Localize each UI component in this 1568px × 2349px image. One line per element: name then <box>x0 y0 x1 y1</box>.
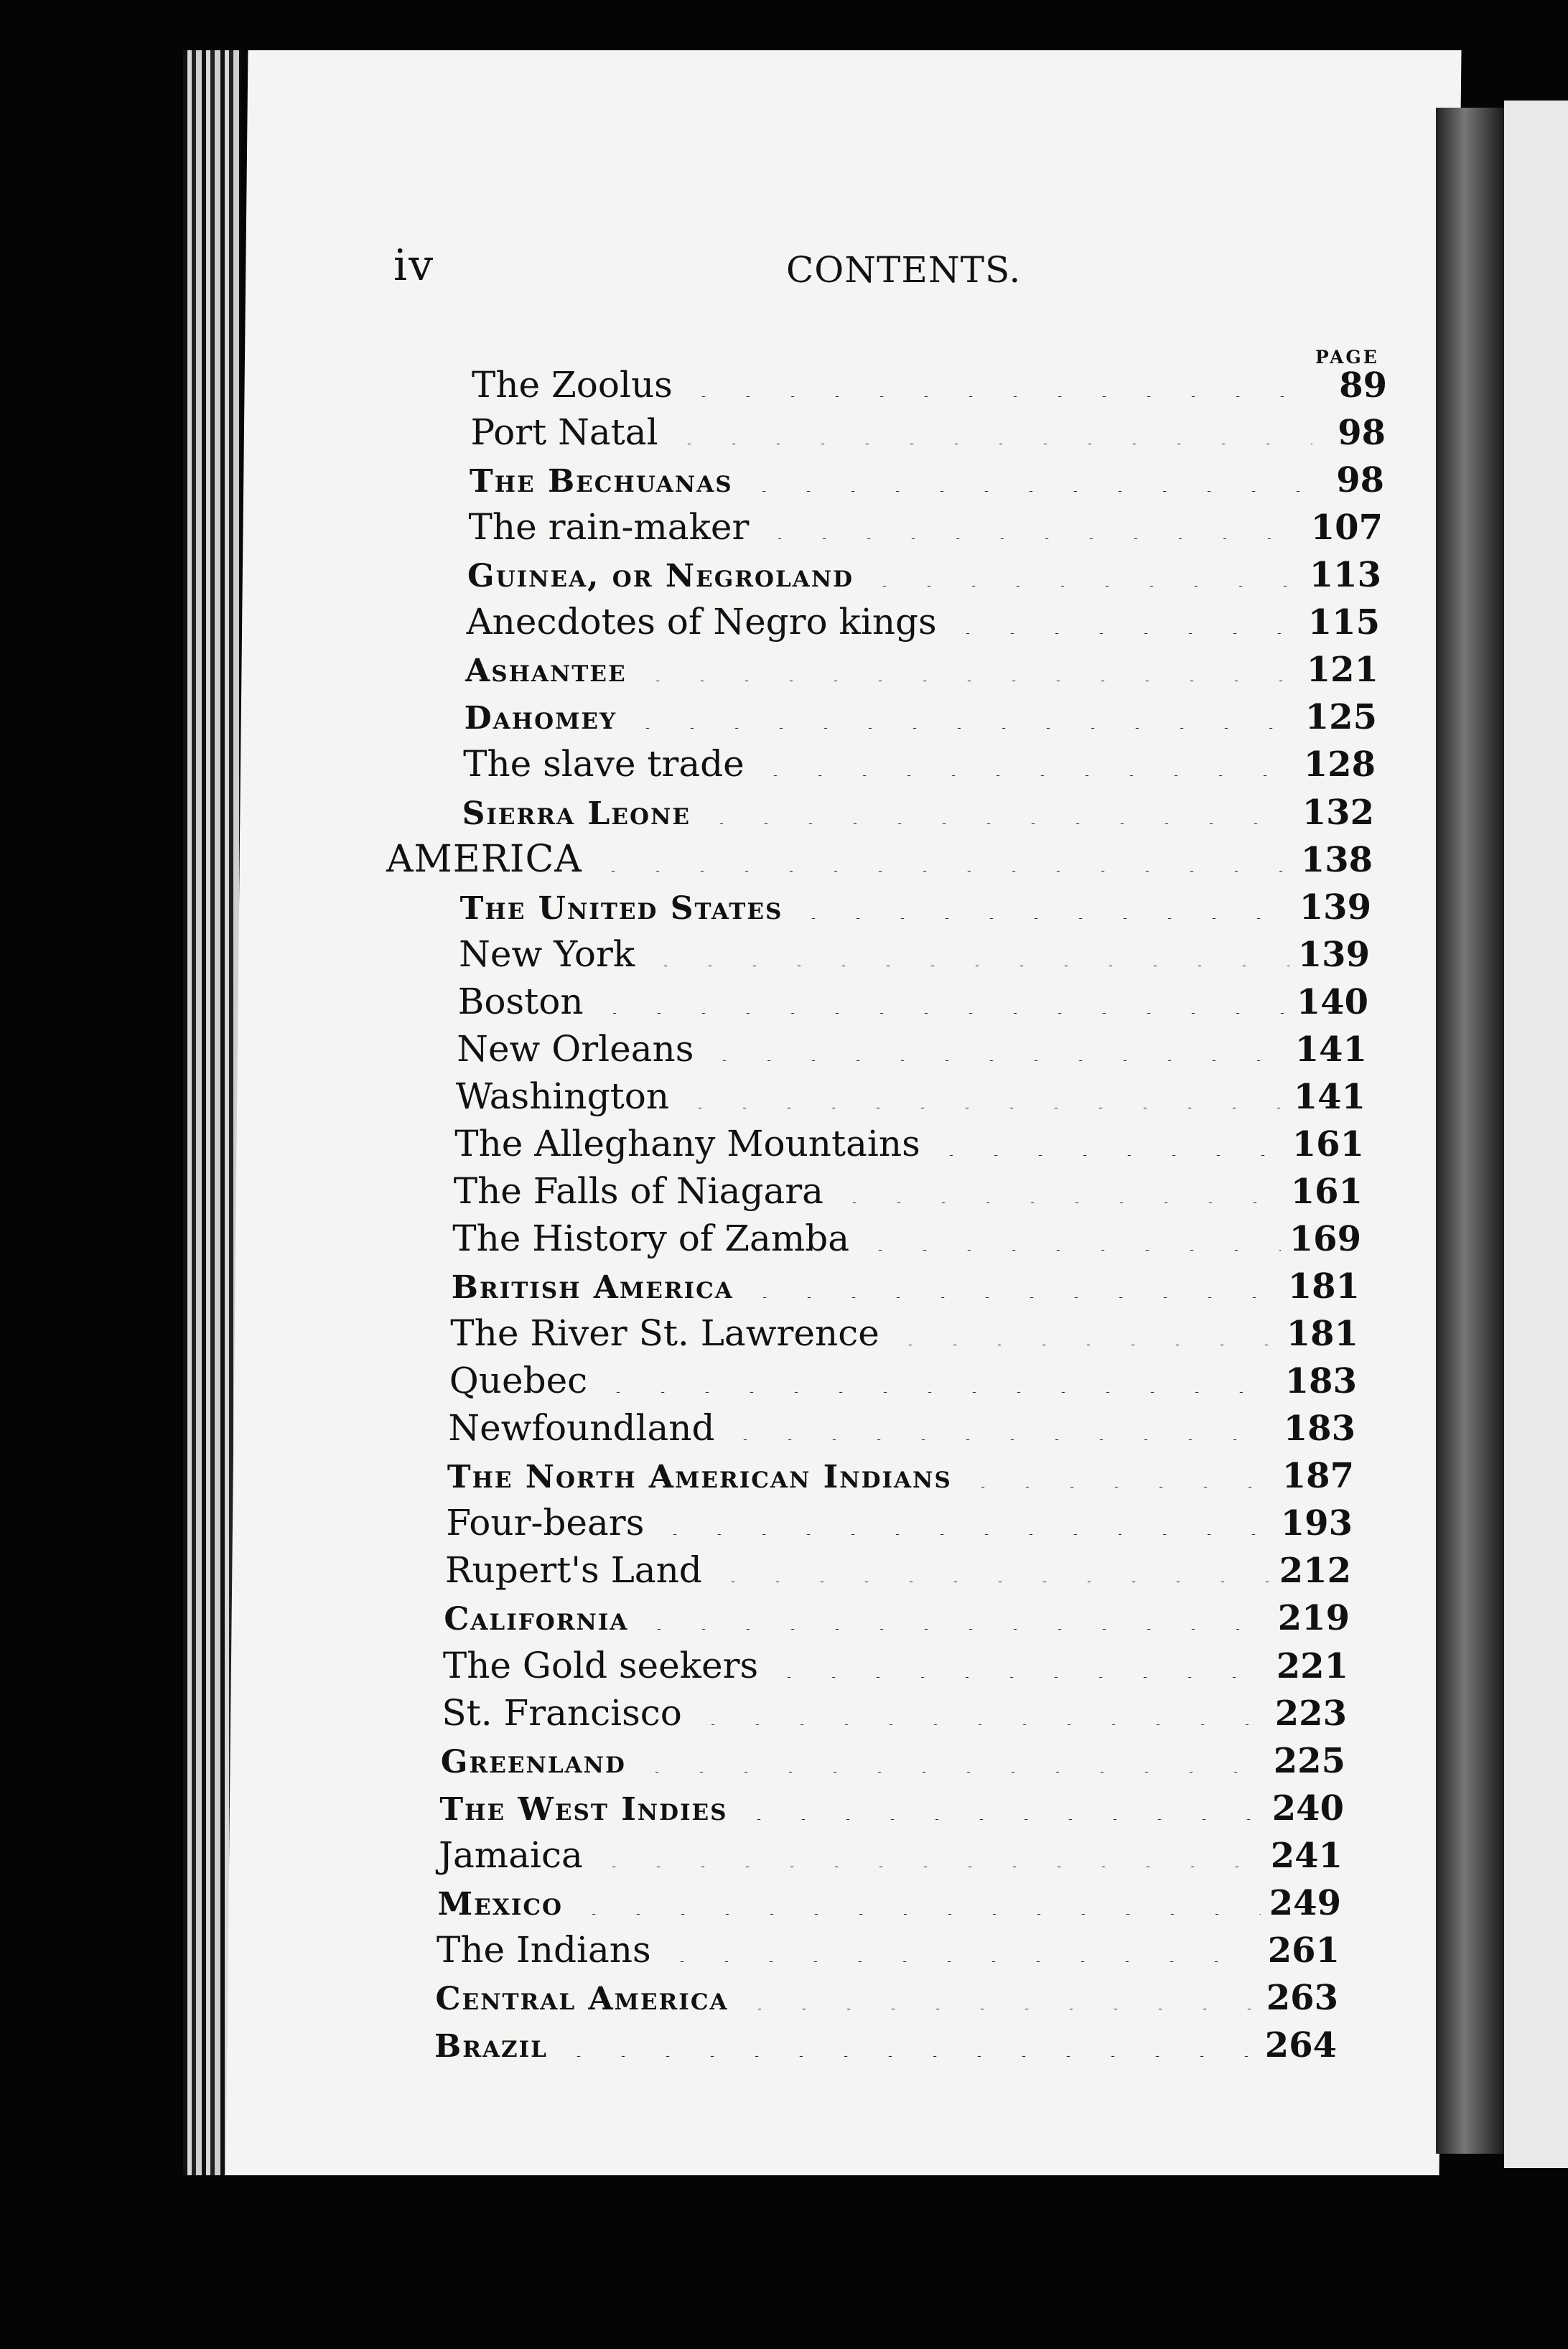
toc-entry-page: 141 <box>1293 1076 1366 1117</box>
dot-leader <box>643 930 1289 966</box>
toc-entry <box>467 551 1381 595</box>
toc-entry-page: 140 <box>1296 981 1368 1022</box>
toc-entry <box>446 1499 1353 1544</box>
toc-entry <box>459 930 1370 975</box>
dot-leader <box>702 1025 1286 1061</box>
toc-entry-page: 221 <box>1276 1645 1348 1686</box>
toc-entry <box>435 1974 1338 2018</box>
toc-entry-page: 263 <box>1266 1977 1338 2018</box>
toc-entry-title: Anecdotes of Negro kings <box>466 601 937 643</box>
toc-entry-title: The Bechuanas <box>470 463 733 500</box>
dot-leader <box>596 1357 1277 1393</box>
toc-entry-page: 128 <box>1303 744 1376 785</box>
page-number: iv <box>393 240 435 291</box>
toc-entry-title: British America <box>451 1269 734 1307</box>
toc-entry-page: 219 <box>1277 1598 1350 1639</box>
dot-leader <box>653 1499 1271 1535</box>
toc-entry <box>462 788 1374 833</box>
toc-entry-title: The History of Zamba <box>452 1218 850 1260</box>
dot-leader <box>625 693 1297 729</box>
dot-leader <box>888 1309 1278 1345</box>
toc-entry <box>465 693 1377 737</box>
toc-entry-page: 183 <box>1284 1361 1357 1402</box>
dot-leader <box>556 2021 1256 2057</box>
toc-entry-title: The West Indies <box>439 1790 728 1828</box>
toc-entry-title: The River St. Lawrence <box>450 1312 879 1355</box>
toc-entry-page: 138 <box>1300 839 1373 880</box>
toc-entry-page: 139 <box>1297 934 1370 975</box>
dot-leader <box>757 503 1302 539</box>
toc-entry-title: Quebec <box>449 1360 588 1402</box>
toc-entry <box>448 1404 1355 1449</box>
toc-entry <box>442 1689 1347 1734</box>
dot-leader <box>737 1784 1264 1820</box>
toc-entry-page: 125 <box>1305 697 1377 738</box>
toc-entry-page: 183 <box>1283 1409 1355 1449</box>
dot-leader <box>742 456 1311 492</box>
toc-entry-page: 132 <box>1302 792 1374 833</box>
toc-entry-page: 161 <box>1292 1124 1364 1164</box>
toc-entry-title: Washington <box>455 1075 670 1117</box>
toc-entry <box>441 1737 1345 1781</box>
toc-entry-title: Rupert's Land <box>444 1549 702 1592</box>
toc-entry <box>449 1357 1357 1401</box>
toc-entry-page: 98 <box>1336 460 1384 501</box>
toc-entry-title: Greenland <box>440 1743 626 1780</box>
dot-leader <box>723 1404 1274 1440</box>
dot-leader <box>691 1689 1266 1725</box>
toc-entry <box>470 456 1384 500</box>
toc-entry-title: New York <box>459 933 635 975</box>
toc-entry-title: The North American Indians <box>447 1459 952 1496</box>
toc-entry <box>469 503 1383 548</box>
toc-entry <box>437 1879 1341 1923</box>
toc-entry-title: Dahomey <box>464 700 617 737</box>
toc-entry-page: 98 <box>1338 413 1386 454</box>
toc-entry-page: 115 <box>1307 602 1380 643</box>
dot-leader <box>571 1879 1261 1915</box>
dot-leader <box>711 1546 1271 1582</box>
toc-entry-title: Mexico <box>437 1885 564 1923</box>
toc-entry <box>434 2021 1337 2065</box>
toc-entry-page: 181 <box>1286 1314 1358 1355</box>
toc-entry <box>443 1642 1348 1686</box>
toc-entry-page: 225 <box>1273 1740 1345 1781</box>
toc-entry <box>467 598 1380 643</box>
toc-entry <box>445 1546 1351 1591</box>
toc-entry-page: 261 <box>1267 1930 1340 1971</box>
toc-entry-title: Brazil <box>434 2028 548 2065</box>
dot-leader <box>946 598 1299 634</box>
toc-entry <box>457 1025 1367 1070</box>
toc-entry <box>463 740 1376 785</box>
toc-entry-page: 241 <box>1270 1835 1343 1876</box>
toc-entry-page: 141 <box>1294 1029 1367 1070</box>
toc-entry-page: 212 <box>1279 1551 1351 1592</box>
toc-entry-title: The Indians <box>436 1928 651 1971</box>
dot-leader <box>742 1262 1279 1298</box>
toc-entry-page: 169 <box>1289 1219 1361 1260</box>
toc-entry-page: 139 <box>1299 887 1371 928</box>
toc-entry-page: 181 <box>1287 1266 1360 1307</box>
toc-entry-page: 223 <box>1274 1693 1347 1734</box>
dot-leader <box>592 1831 1262 1867</box>
toc-entry <box>454 1167 1363 1212</box>
toc-entry-title: The Gold seekers <box>442 1644 759 1686</box>
toc-entry-title: The Zoolus <box>472 364 673 406</box>
running-title: CONTENTS. <box>786 249 1022 291</box>
dot-leader <box>858 1215 1281 1251</box>
toc-entry-title: AMERICA <box>386 837 582 881</box>
toc-entry-title: The Alleghany Mountains <box>454 1122 920 1164</box>
toc-entry-title: California <box>444 1601 629 1638</box>
toc-entry <box>450 1309 1358 1354</box>
toc-entry <box>460 883 1371 928</box>
toc-entry <box>439 1831 1343 1876</box>
toc-entry-title: Newfoundland <box>448 1407 715 1449</box>
dot-leader <box>637 1594 1269 1630</box>
toc-entry <box>471 408 1386 453</box>
dot-leader <box>862 551 1301 587</box>
toc-entry-title: Central America <box>435 1980 729 2017</box>
toc-entry-title: The United States <box>459 889 783 927</box>
toc-entry <box>439 1784 1344 1829</box>
dot-leader <box>737 1974 1258 2009</box>
toc-entry <box>447 1452 1354 1496</box>
dot-leader <box>699 788 1294 824</box>
toc-entry <box>472 361 1387 406</box>
toc-entry-title: Jamaica <box>438 1834 583 1876</box>
toc-entry <box>444 1594 1350 1638</box>
toc-entry-title: New Orleans <box>457 1027 694 1070</box>
toc-entry-title: Guinea, or Negroland <box>467 558 854 595</box>
toc-entry-page: 113 <box>1309 555 1381 596</box>
toc-entry-title: The Falls of Niagara <box>453 1169 823 1212</box>
toc-entry-page: 193 <box>1280 1503 1353 1544</box>
toc-entry-page: 161 <box>1290 1171 1363 1212</box>
dot-leader <box>791 883 1290 919</box>
dot-leader <box>832 1167 1282 1203</box>
toc-entry <box>452 1262 1360 1307</box>
dot-leader <box>681 361 1314 397</box>
toc-entry-title: The rain-maker <box>468 506 750 548</box>
toc-entry-page: 249 <box>1269 1882 1341 1923</box>
toc-entry-page: 187 <box>1282 1456 1354 1497</box>
toc-entry-title: Four-bears <box>446 1502 645 1544</box>
dot-leader <box>635 645 1298 681</box>
toc-entry-title: Port Natal <box>470 411 658 454</box>
toc-entry <box>465 645 1378 690</box>
dot-leader <box>753 740 1295 776</box>
toc-entry <box>437 1926 1340 1971</box>
toc-entry-title: St. Francisco <box>442 1691 682 1734</box>
dot-leader <box>660 1926 1259 1962</box>
toc-entry <box>386 836 1373 880</box>
toc-entry <box>452 1215 1361 1259</box>
toc-entry-page: 264 <box>1264 2025 1337 2065</box>
dot-leader <box>591 836 1292 872</box>
toc-entry-page: 121 <box>1306 650 1378 691</box>
toc-entry-page: 240 <box>1271 1788 1344 1829</box>
toc-entry-page: 89 <box>1339 365 1387 406</box>
dot-leader <box>929 1120 1284 1156</box>
page-column-label: PAGE <box>1315 347 1379 368</box>
toc-entry-page: 107 <box>1310 508 1383 548</box>
toc-entry-title: Ashantee <box>465 653 627 690</box>
toc-entry <box>454 1120 1364 1164</box>
toc-entry-title: Boston <box>457 980 584 1022</box>
dot-leader <box>767 1642 1268 1678</box>
dot-leader <box>635 1737 1265 1773</box>
dot-leader <box>678 1073 1285 1108</box>
dot-leader <box>592 978 1288 1014</box>
toc-entry-title: Sierra Leone <box>462 795 691 832</box>
toc-entry <box>456 1073 1366 1117</box>
dot-leader <box>961 1452 1274 1488</box>
dot-leader <box>667 408 1312 444</box>
toc-entry-title: The slave trade <box>463 743 745 785</box>
toc-entry <box>458 978 1368 1022</box>
